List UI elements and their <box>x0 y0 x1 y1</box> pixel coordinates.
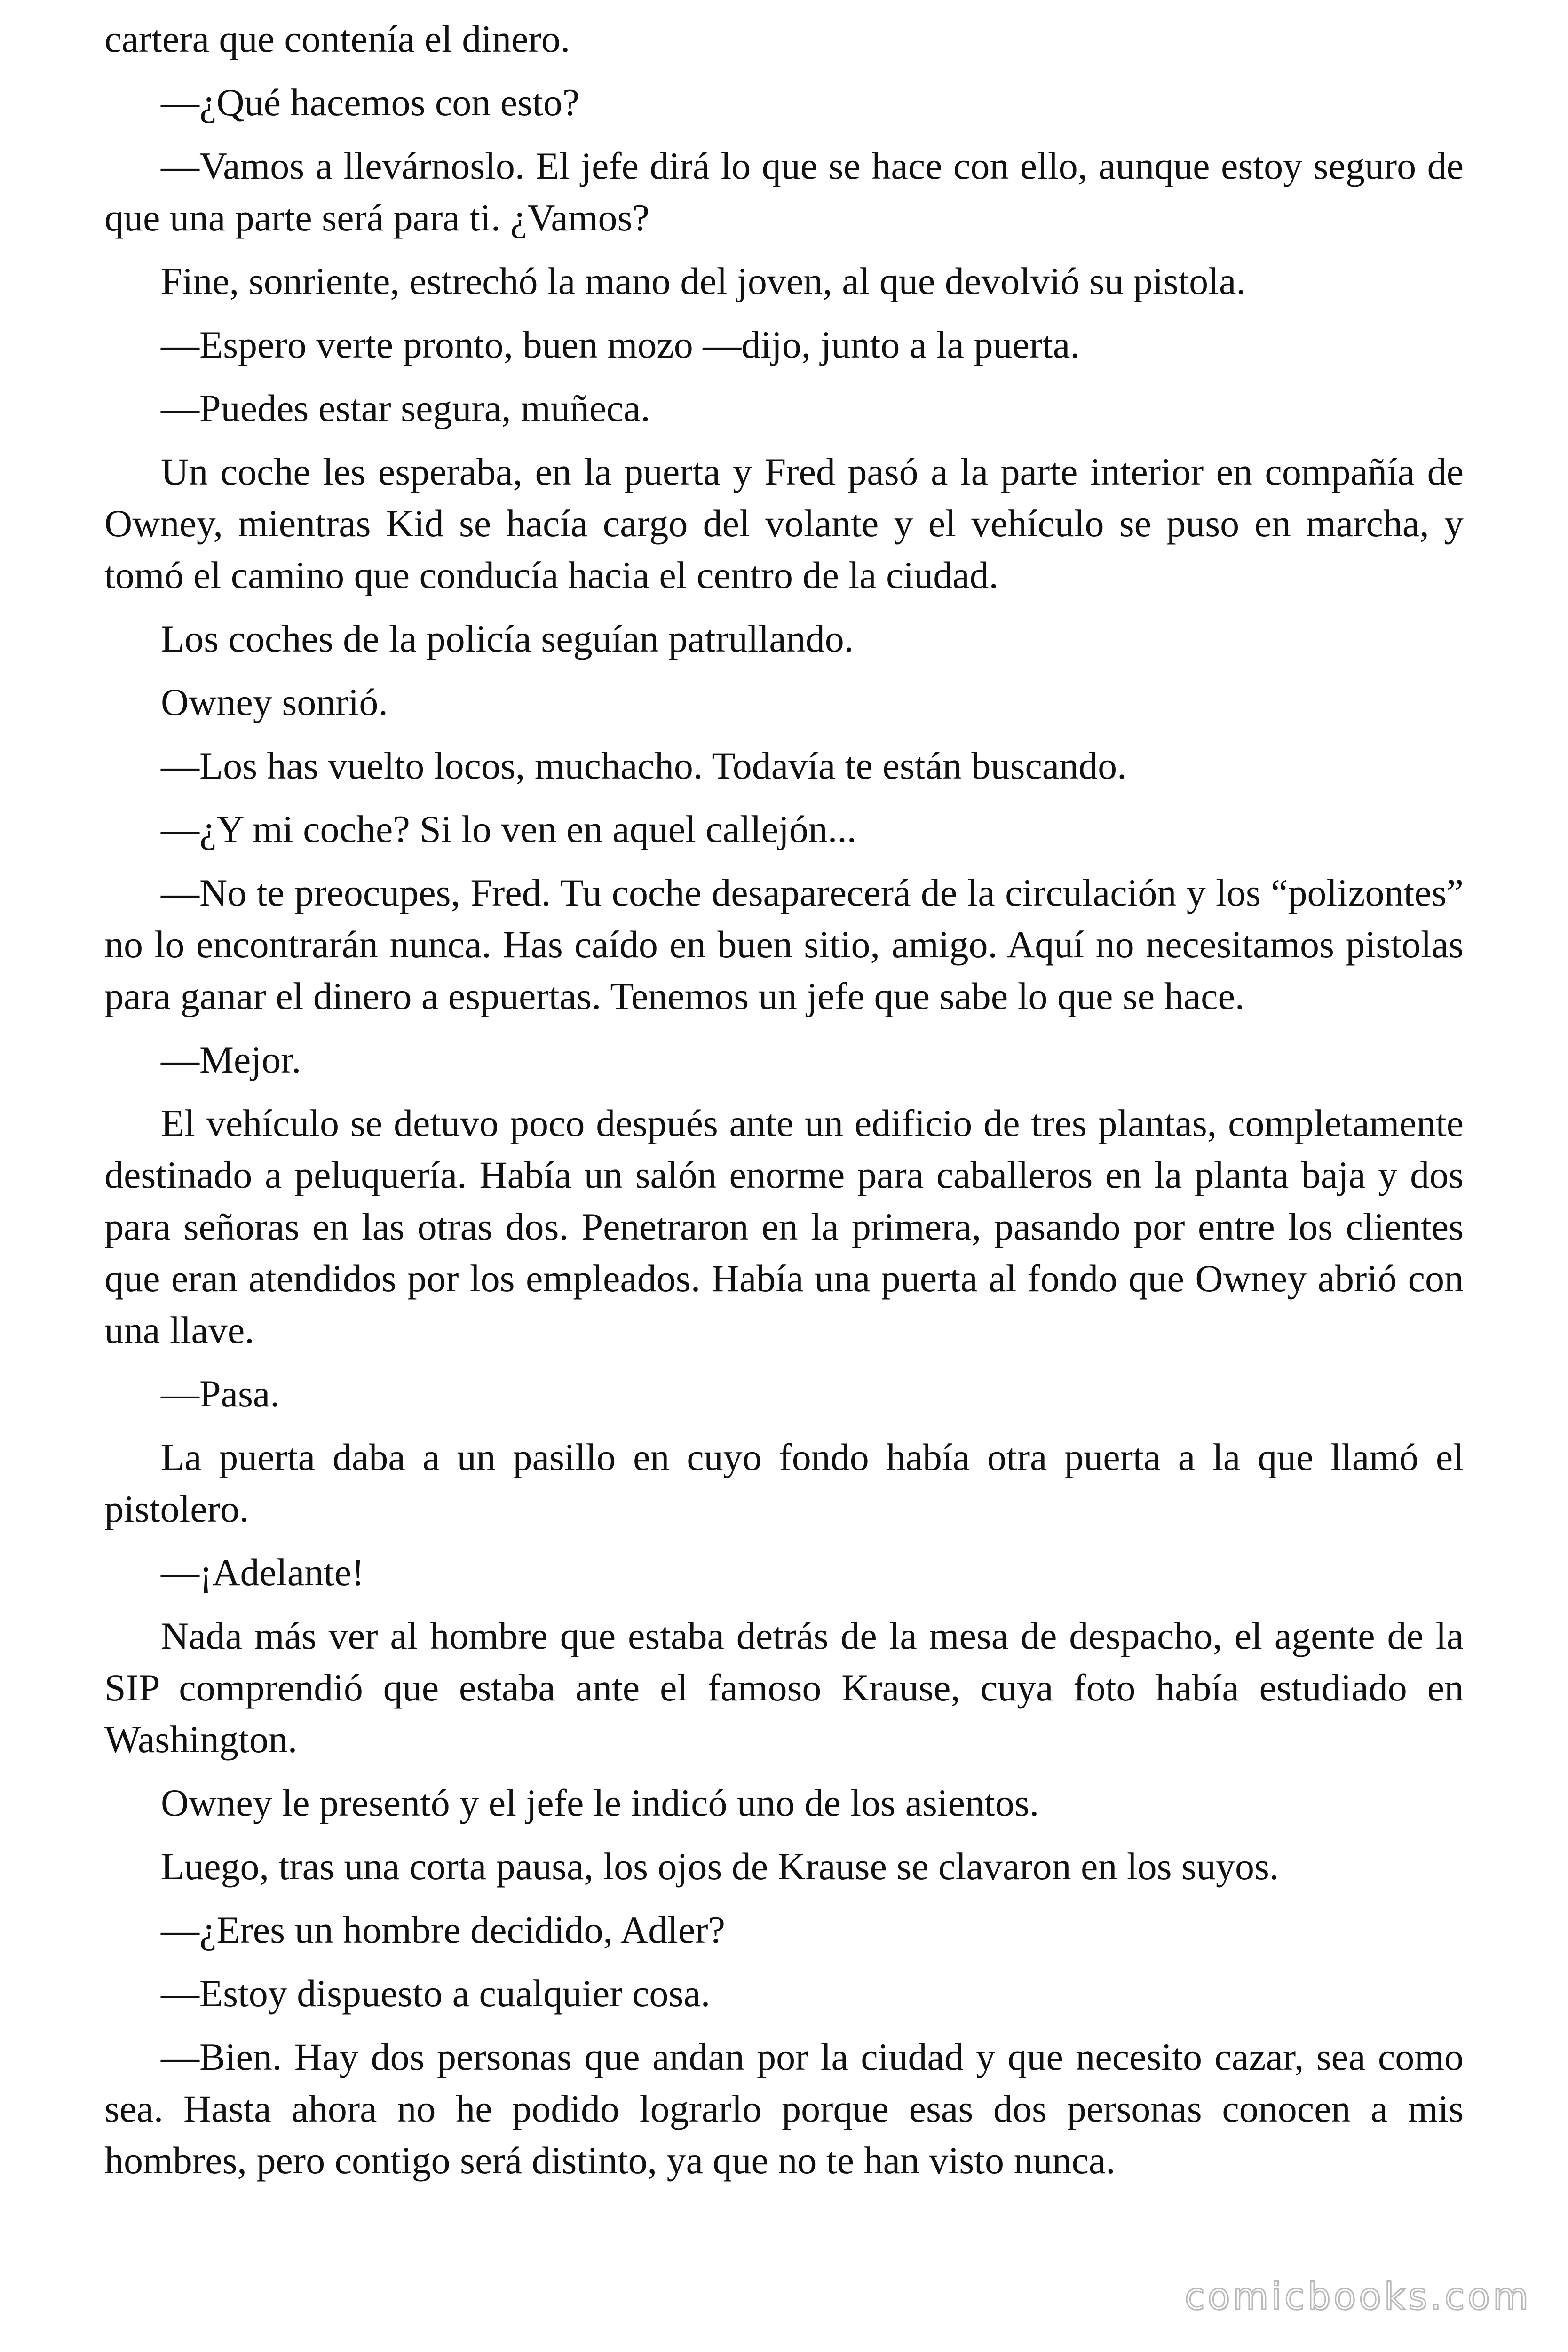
watermark: comicbooks.com <box>1184 2276 1531 2318</box>
paragraph: —Pasa. <box>161 1372 280 1415</box>
paragraph: —Estoy dispuesto a cualquier cosa. <box>161 1972 711 2015</box>
paragraph: —Los has vuelto locos, muchacho. Todavía te están buscando. <box>161 744 1127 787</box>
paragraph: —Espero verte pronto, buen mozo —dijo, junto a la puerta. <box>161 323 1080 366</box>
paragraph: El vehículo se detuvo poco después ante un edificio de tres plantas, completamente destinado a peluquería. Había un salón enorme para caballeros en la planta baja y dos para señoras en las otras dos. Penetraron en la primera, pasando por entre los clientes que eran atendidos por los empleados. Había una puerta al fondo que Owney abrió con una llave. <box>104 1102 1464 1351</box>
document-page <box>104 13 1464 2198</box>
paragraph: Owney le presentó y el jefe le indicó uno de los asientos. <box>161 1781 1039 1824</box>
paragraph: cartera que contenía el dinero. <box>104 17 570 60</box>
paragraph: Fine, sonriente, estrechó la mano del joven, al que devolvió su pistola. <box>161 260 1246 302</box>
paragraph: Los coches de la policía seguían patrullando. <box>161 617 854 660</box>
paragraph: Un coche les esperaba, en la puerta y Fred pasó a la parte interior en compañía de Owney, mientras Kid se hacía cargo del volante y el vehículo se puso en marcha, y tomó el camino que conducía hacia el centro de la ciudad. <box>104 450 1464 596</box>
paragraph: —Bien. Hay dos personas que andan por la ciudad y que necesito cazar, sea como sea. Hasta ahora no he podido lograrlo porque esas dos personas conocen a mis hombres, pero contigo será distinto, ya que no te han visto nunca. <box>104 2035 1464 2182</box>
paragraph: —¿Y mi coche? Si lo ven en aquel callejón... <box>161 808 857 850</box>
paragraph: Nada más ver al hombre que estaba detrás de la mesa de despacho, el agente de la SIP comprendió que estaba ante el famoso Krause, cuya foto había estudiado en Washington. <box>104 1614 1464 1761</box>
paragraph: —Puedes estar segura, muñeca. <box>161 387 650 429</box>
paragraph: —Mejor. <box>161 1038 301 1081</box>
paragraph: —¿Eres un hombre decidido, Adler? <box>161 1908 726 1951</box>
paragraph: —¡Adelante! <box>161 1551 364 1594</box>
paragraph: La puerta daba a un pasillo en cuyo fondo había otra puerta a la que llamó el pistolero. <box>104 1436 1464 1530</box>
paragraph: —No te preocupes, Fred. Tu coche desaparecerá de la circulación y los “polizontes” no lo encontrarán nunca. Has caído en buen sitio, amigo. Aquí no necesitamos pistolas para ganar el dinero a espuertas. Tenemos un jefe que sabe lo que se hace. <box>104 871 1464 1017</box>
paragraph: Owney sonrió. <box>161 681 388 723</box>
paragraph: Luego, tras una corta pausa, los ojos de Krause se clavaron en los suyos. <box>161 1845 1279 1888</box>
paragraph: —Vamos a llevárnoslo. El jefe dirá lo que se hace con ello, aunque estoy seguro de que una parte será para ti. ¿Vamos? <box>104 144 1464 239</box>
paragraph: —¿Qué hacemos con esto? <box>161 81 580 124</box>
